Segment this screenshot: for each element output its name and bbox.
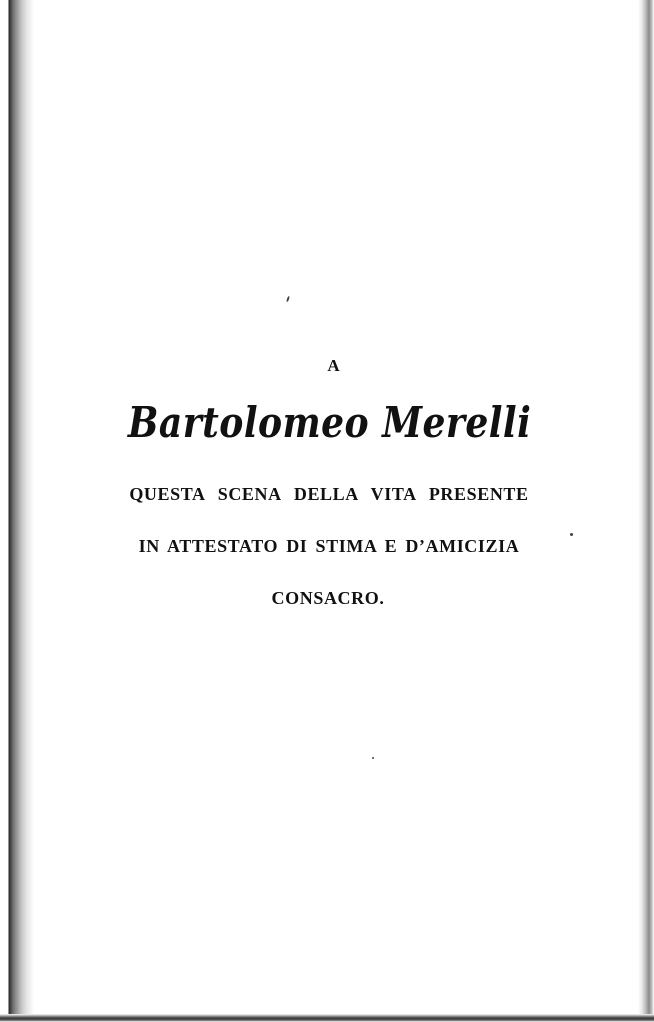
page-gutter-left xyxy=(0,0,34,1022)
dedicatee-name: Bartolomeo Merelli xyxy=(127,398,532,447)
dedication-line-3: CONSACRO. xyxy=(271,588,385,608)
ink-speck xyxy=(372,757,374,759)
dedication-line-2: IN ATTESTATO DI STIMA E D’AMICIZIA xyxy=(138,536,520,556)
page-edge-right xyxy=(638,0,654,1022)
dedication-a: A xyxy=(327,356,341,375)
page-edge-bottom xyxy=(0,1014,654,1022)
ink-speck xyxy=(286,296,290,302)
dedication-line-1: QUESTA SCENA DELLA VITA PRESENTE xyxy=(129,484,529,504)
